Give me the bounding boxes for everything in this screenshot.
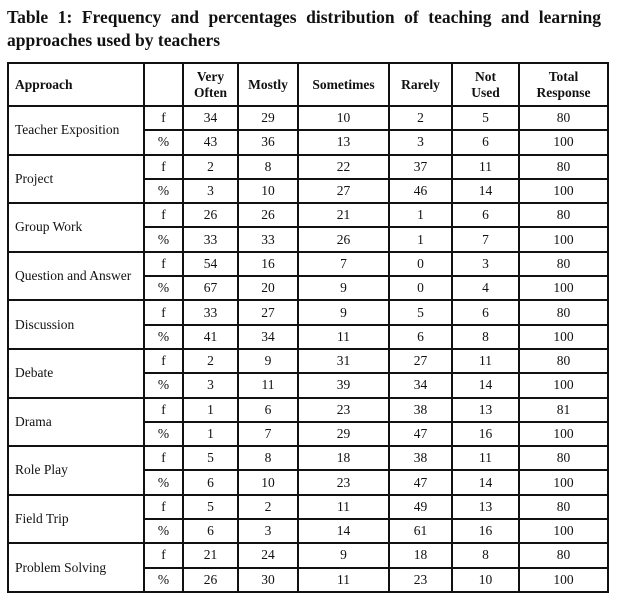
table-cell: 29 [238, 106, 298, 130]
table-cell: 67 [183, 276, 238, 300]
table-cell: 1 [389, 203, 452, 227]
percentage-label: % [144, 179, 183, 203]
table-cell: 100 [519, 130, 608, 154]
frequency-label: f [144, 398, 183, 422]
table-cell: 18 [389, 543, 452, 567]
table-cell: 26 [183, 203, 238, 227]
table-cell: 80 [519, 106, 608, 130]
table-cell: 47 [389, 470, 452, 494]
table-cell: 38 [389, 446, 452, 470]
approach-name: Field Trip [8, 495, 144, 544]
table-cell: 6 [238, 398, 298, 422]
table-cell: 80 [519, 203, 608, 227]
table-cell: 47 [389, 422, 452, 446]
table-cell: 7 [238, 422, 298, 446]
table-cell: 6 [183, 519, 238, 543]
table-cell: 18 [298, 446, 389, 470]
table-cell: 100 [519, 470, 608, 494]
table-cell: 16 [452, 519, 519, 543]
table-cell: 34 [183, 106, 238, 130]
table-cell: 30 [238, 568, 298, 592]
approach-name: Debate [8, 349, 144, 398]
percentage-label: % [144, 276, 183, 300]
table-cell: 100 [519, 325, 608, 349]
table-cell: 16 [238, 252, 298, 276]
table-cell: 27 [389, 349, 452, 373]
table-cell: 23 [389, 568, 452, 592]
table-cell: 1 [183, 398, 238, 422]
table-cell: 14 [452, 373, 519, 397]
table-cell: 5 [389, 300, 452, 324]
table-cell: 61 [389, 519, 452, 543]
table-cell: 16 [452, 422, 519, 446]
table-cell: 80 [519, 543, 608, 567]
table-cell: 22 [298, 155, 389, 179]
table-cell: 80 [519, 495, 608, 519]
table-cell: 13 [298, 130, 389, 154]
table-cell: 38 [389, 398, 452, 422]
table-cell: 27 [238, 300, 298, 324]
table-cell: 11 [452, 446, 519, 470]
table-cell: 8 [452, 543, 519, 567]
approach-name: Group Work [8, 203, 144, 252]
table-cell: 11 [238, 373, 298, 397]
table-cell: 5 [452, 106, 519, 130]
table-cell: 20 [238, 276, 298, 300]
table-cell: 3 [183, 373, 238, 397]
table-cell: 81 [519, 398, 608, 422]
table-cell: 14 [298, 519, 389, 543]
table-cell: 7 [298, 252, 389, 276]
table-cell: 100 [519, 179, 608, 203]
table-cell: 10 [238, 179, 298, 203]
table-cell: 11 [298, 325, 389, 349]
table-cell: 5 [183, 446, 238, 470]
approach-name: Question and Answer [8, 252, 144, 301]
table-cell: 3 [389, 130, 452, 154]
table-cell: 5 [183, 495, 238, 519]
table-cell: 8 [452, 325, 519, 349]
table-cell: 26 [183, 568, 238, 592]
approach-name: Problem Solving [8, 543, 144, 592]
table-cell: 9 [298, 300, 389, 324]
table-row [8, 300, 608, 324]
table-cell: 23 [298, 398, 389, 422]
table-cell: 4 [452, 276, 519, 300]
table-cell: 6 [452, 203, 519, 227]
table-cell: 8 [238, 446, 298, 470]
approach-name: Discussion [8, 300, 144, 349]
percentage-label: % [144, 519, 183, 543]
table-cell: 3 [183, 179, 238, 203]
frequency-label: f [144, 106, 183, 130]
table-cell: 6 [183, 470, 238, 494]
table-cell: 46 [389, 179, 452, 203]
header-approach: Approach [8, 63, 144, 106]
table-cell: 3 [452, 252, 519, 276]
table-cell: 14 [452, 179, 519, 203]
table-row [8, 446, 608, 470]
table-cell: 0 [389, 276, 452, 300]
table-cell: 9 [298, 543, 389, 567]
table-cell: 2 [183, 349, 238, 373]
table-cell: 43 [183, 130, 238, 154]
table-cell: 29 [298, 422, 389, 446]
frequency-table [7, 62, 609, 593]
frequency-label: f [144, 155, 183, 179]
table-cell: 6 [452, 300, 519, 324]
table-cell: 100 [519, 276, 608, 300]
table-cell: 21 [298, 203, 389, 227]
table-cell: 100 [519, 227, 608, 251]
table-cell: 11 [452, 155, 519, 179]
header-mostly: Mostly [238, 63, 298, 106]
table-cell: 33 [238, 227, 298, 251]
header-not-used: Not Used [452, 63, 519, 106]
header-row [8, 63, 608, 106]
table-cell: 27 [298, 179, 389, 203]
table-cell: 3 [238, 519, 298, 543]
frequency-label: f [144, 543, 183, 567]
table-cell: 21 [183, 543, 238, 567]
table-row [8, 543, 608, 567]
header-sometimes: Sometimes [298, 63, 389, 106]
percentage-label: % [144, 422, 183, 446]
table-cell: 100 [519, 373, 608, 397]
percentage-label: % [144, 325, 183, 349]
table-cell: 11 [298, 568, 389, 592]
table-cell: 0 [389, 252, 452, 276]
table-cell: 26 [298, 227, 389, 251]
header-very-often: Very Often [183, 63, 238, 106]
table-row [8, 252, 608, 276]
table-cell: 33 [183, 227, 238, 251]
table-cell: 36 [238, 130, 298, 154]
table-cell: 49 [389, 495, 452, 519]
table-cell: 6 [389, 325, 452, 349]
approach-name: Project [8, 155, 144, 204]
table-cell: 10 [298, 106, 389, 130]
table-cell: 13 [452, 398, 519, 422]
table-cell: 9 [238, 349, 298, 373]
table-cell: 80 [519, 349, 608, 373]
frequency-label: f [144, 495, 183, 519]
table-cell: 80 [519, 252, 608, 276]
table-cell: 11 [452, 349, 519, 373]
header-type [144, 63, 183, 106]
table-cell: 100 [519, 422, 608, 446]
table-cell: 2 [238, 495, 298, 519]
table-cell: 11 [298, 495, 389, 519]
table-cell: 7 [452, 227, 519, 251]
percentage-label: % [144, 470, 183, 494]
percentage-label: % [144, 568, 183, 592]
table-cell: 80 [519, 300, 608, 324]
table-cell: 2 [183, 155, 238, 179]
table-cell: 80 [519, 446, 608, 470]
table-cell: 6 [452, 130, 519, 154]
percentage-label: % [144, 227, 183, 251]
table-cell: 23 [298, 470, 389, 494]
table-cell: 13 [452, 495, 519, 519]
table-cell: 100 [519, 568, 608, 592]
table-row [8, 349, 608, 373]
table-cell: 33 [183, 300, 238, 324]
frequency-label: f [144, 203, 183, 227]
table-cell: 100 [519, 519, 608, 543]
percentage-label: % [144, 130, 183, 154]
frequency-label: f [144, 446, 183, 470]
table-cell: 37 [389, 155, 452, 179]
approach-name: Drama [8, 398, 144, 447]
table-cell: 41 [183, 325, 238, 349]
table-cell: 1 [183, 422, 238, 446]
table-row [8, 398, 608, 422]
table-cell: 10 [238, 470, 298, 494]
table-cell: 24 [238, 543, 298, 567]
approach-name: Role Play [8, 446, 144, 495]
table-cell: 8 [238, 155, 298, 179]
table-cell: 10 [452, 568, 519, 592]
table-row [8, 495, 608, 519]
frequency-label: f [144, 300, 183, 324]
header-total-response: Total Response [519, 63, 608, 106]
table-row [8, 155, 608, 179]
frequency-label: f [144, 252, 183, 276]
frequency-label: f [144, 349, 183, 373]
table-cell: 31 [298, 349, 389, 373]
table-cell: 34 [238, 325, 298, 349]
table-cell: 14 [452, 470, 519, 494]
percentage-label: % [144, 373, 183, 397]
table-cell: 1 [389, 227, 452, 251]
table-cell: 54 [183, 252, 238, 276]
table-title: Table 1: Frequency and percentages distribution of teaching and learning approaches used by teachers [7, 7, 601, 50]
table-row [8, 203, 608, 227]
table-cell: 34 [389, 373, 452, 397]
approach-name: Teacher Exposition [8, 106, 144, 155]
table-cell: 26 [238, 203, 298, 227]
table-row [8, 106, 608, 130]
table-cell: 39 [298, 373, 389, 397]
table-cell: 9 [298, 276, 389, 300]
table-cell: 80 [519, 155, 608, 179]
header-rarely: Rarely [389, 63, 452, 106]
table-cell: 2 [389, 106, 452, 130]
